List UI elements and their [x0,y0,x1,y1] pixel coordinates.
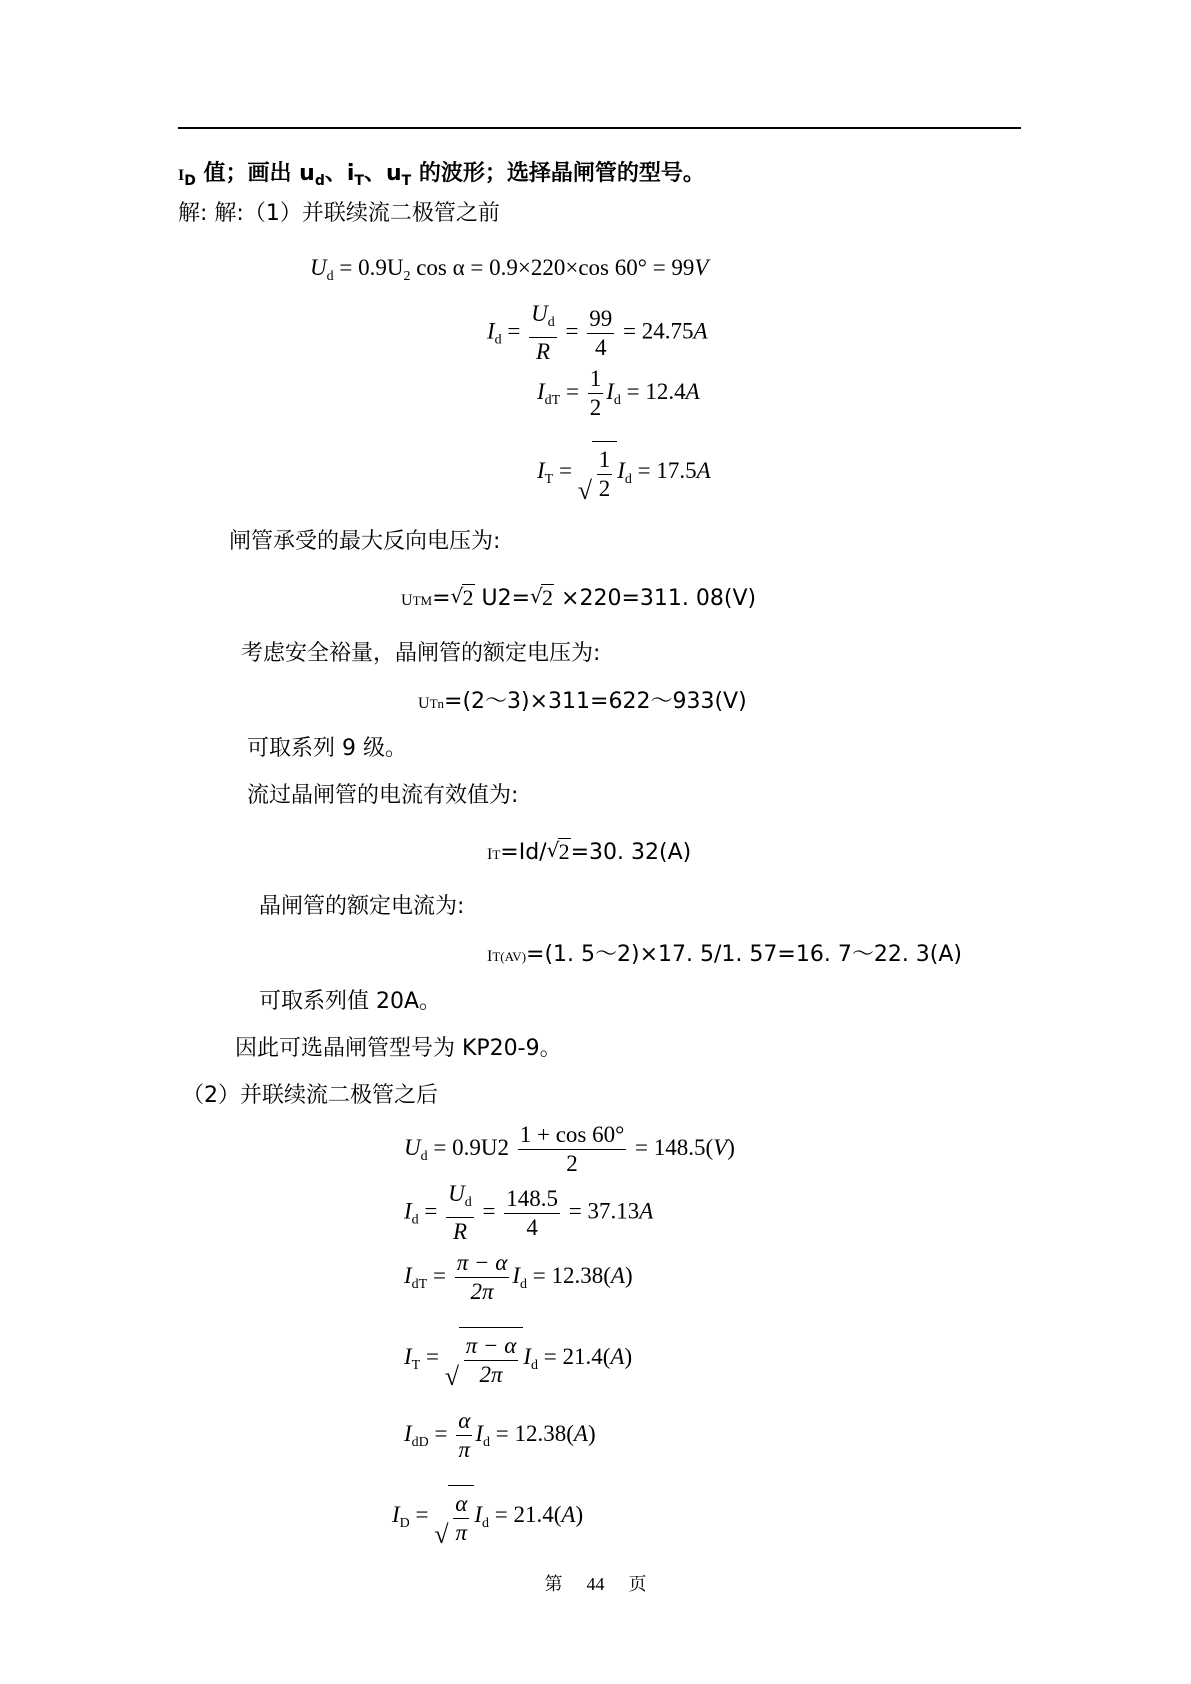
max-reverse-voltage-label: 闸管承受的最大反向电压为: [229,529,501,554]
equation-it-part1: $I_T$ = √ $\frac{1}{2}$ $I_d = 17.5A$ [537,440,711,511]
equation-id-part1: $I_d$ = $\frac{U_d}{R}$ = $\frac{99}{4}$ = 24.75A [487,301,708,364]
fraction-ud-over-r-2: $\frac{U_d}{R}$ [448,1181,472,1244]
equation-id2-part2: $I_D$ = √ $\frac{\alpha}{\pi}$ $I_d = 21.4(A)$ [392,1484,583,1555]
equation-ud-part2: $U_d = 0.9U2$ $\frac{1 + \cos 60^\circ}{2}$ = 148.5(V) [404,1122,735,1177]
page-number: 44 [586,1574,605,1594]
fraction-1pluscos-over-2: $\frac{1 + \cos 60^\circ}{2}$ [519,1122,625,1177]
header-rule [178,127,1021,129]
sqrt-alpha-over-pi: √ $\frac{\alpha}{\pi}$ [434,1485,474,1548]
fraction-1485-over-4: $\frac{148.5}{4}$ [506,1185,559,1240]
sqrt-pi-minus-alpha: √ $\frac{\pi - \alpha}{2\pi}$ [445,1327,524,1390]
utm-formula: UTM= √ 2 U2= √ 2 ×220=311. 08(V) [401,584,757,611]
safety-margin-label: 考虑安全裕量，晶闸管的额定电压为: [241,641,601,666]
equation-idt-part1: $I_{dT}$ = $\frac{1}{2}$ $I_d = 12.4A$ [537,366,700,421]
equation-idt-part2: $I_{dT}$ = $\frac{\pi - \alpha}{2\pi}$ $I_d = 12.38(A)$ [404,1250,633,1305]
fraction-99-over-4: $\frac{99}{4}$ [589,305,613,360]
page-footer: 第 44 页 [544,1574,647,1594]
problem-title-line: $I_D$ 值；画出 $u_d$、$i_T$、$u_T$ 的波形；选择晶闸管的型号。 [178,161,705,189]
fraction-ud-over-r: $\frac{U_d}{R}$ [531,301,555,364]
series-9-text: 可取系列 9 级。 [247,736,407,761]
rated-current-label: 晶闸管的额定电流为: [259,894,465,919]
series-20a-text: 可取系列值 20A。 [259,989,442,1014]
part2-intro: （2）并联续流二极管之后 [182,1083,438,1108]
fraction-half: $\frac{1}{2}$ [589,366,602,421]
equation-id-part2: $I_d$ = $\frac{U_d}{R}$ = $\frac{148.5}{4}$ = 37.13A [404,1181,654,1244]
itav-formula: IT(AV)=(1. 5～2)×17. 5/1. 57=16. 7～22. 3(A) [487,942,963,967]
solution-intro: 解: 解:（1）并联续流二极管之前 [178,201,500,226]
equation-ud-part1: $U_d = 0.9U_2$ cos α = 0.9×220×cos 60° = 99V [310,255,709,284]
thyristor-model-text: 因此可选晶闸管型号为 KP20-9。 [235,1036,562,1061]
fraction-alpha-over-pi: $\frac{\alpha}{\pi}$ [458,1408,471,1463]
current-rms-label: 流过晶闸管的电流有效值为: [247,783,519,808]
utn-formula: UTn=(2～3)×311=622～933(V) [418,689,747,714]
it-formula: IT=Id/ √ 2=30. 32(A) [487,838,692,865]
sqrt-half: √ $\frac{1}{2}$ [578,441,618,504]
equation-idd-part2: $I_{dD}$ = $\frac{\alpha}{\pi}$ $I_d = 12.38(A)$ [404,1408,596,1463]
fraction-pi-minus-alpha: $\frac{\pi - \alpha}{2\pi}$ [456,1250,508,1305]
equation-it-part2: $I_T$ = √ $\frac{\pi - \alpha}{2\pi}$ $I_d = 21.4(A)$ [404,1326,632,1397]
